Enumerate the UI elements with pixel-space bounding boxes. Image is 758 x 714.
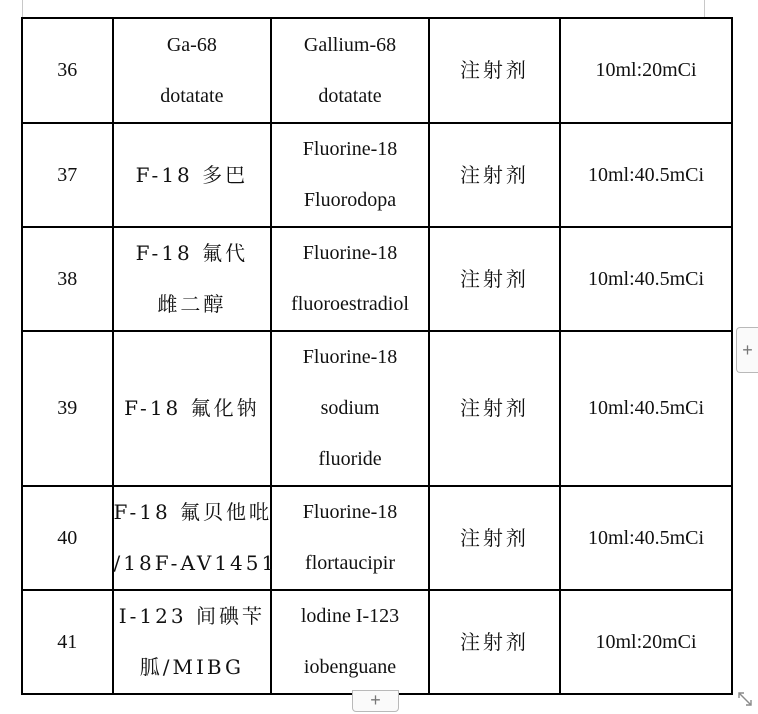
cell-drug-name	[113, 590, 272, 694]
cell-number: 40	[22, 486, 113, 590]
cell-text: dotatate	[318, 84, 382, 107]
cell-english-name	[271, 331, 429, 486]
cell-text: 胍/MIBG	[139, 655, 244, 679]
add-row-button[interactable]	[352, 690, 399, 712]
cell-text: fluoroestradiol	[291, 293, 409, 315]
cell-english-name	[271, 227, 429, 331]
cell-text: lodine I-123	[300, 605, 400, 627]
cell-text: Gallium-68	[303, 33, 397, 56]
cell-english-name	[271, 18, 429, 123]
plus-icon: +	[370, 690, 381, 710]
cell-number: 37	[22, 123, 113, 227]
cell-text: 雌二醇	[157, 292, 227, 316]
cell-specification: 10ml:20mCi	[560, 590, 732, 694]
cell-english-name	[271, 486, 429, 590]
cell-dosage-form: 注射剂	[429, 590, 560, 694]
cell-text: F-18 多巴	[135, 162, 249, 187]
cell-text: fluoride	[318, 448, 382, 470]
table-row	[22, 18, 732, 123]
table-row	[22, 590, 732, 694]
cell-text: flortaucipir	[305, 552, 395, 574]
cell-drug-name	[113, 18, 272, 123]
cell-number: 39	[22, 331, 113, 486]
table-row	[22, 486, 732, 590]
cell-text: sodium	[320, 397, 380, 419]
table-row	[22, 123, 732, 227]
cell-text: Fluorodopa	[303, 189, 397, 211]
cell-english-name	[271, 590, 429, 694]
cell-dosage-form: 注射剂	[429, 331, 560, 486]
cell-dosage-form: 注射剂	[429, 227, 560, 331]
cell-english-name	[271, 123, 429, 227]
cell-text: iobenguane	[303, 656, 397, 678]
cell-text: F-18 氟化钠	[124, 396, 260, 420]
resize-diagonal-icon	[734, 688, 756, 710]
cell-specification: 10ml:40.5mCi	[560, 486, 732, 590]
cell-text: F-18 氟代	[135, 241, 249, 265]
add-column-button[interactable]	[736, 327, 758, 373]
cell-text: dotatate	[160, 84, 224, 107]
cell-text: Ga-68	[166, 33, 217, 56]
cell-dosage-form: 注射剂	[429, 18, 560, 123]
page-edge-left	[22, 0, 23, 17]
cell-text: F-18 氟贝他吡	[113, 500, 273, 524]
drug-table	[21, 17, 733, 695]
cell-drug-name	[113, 123, 272, 227]
cell-dosage-form: 注射剂	[429, 123, 560, 227]
cell-text: Fluorine-18	[302, 242, 398, 264]
page-edge-right	[704, 0, 705, 17]
cell-specification: 10ml:20mCi	[560, 18, 732, 123]
table-row	[22, 227, 732, 331]
cell-specification: 10ml:40.5mCi	[560, 331, 732, 486]
cell-text: I-123 间碘苄	[118, 604, 265, 628]
cell-specification: 10ml:40.5mCi	[560, 227, 732, 331]
cell-drug-name	[113, 486, 278, 590]
plus-icon: +	[742, 340, 753, 360]
cell-specification: 10ml:40.5mCi	[560, 123, 732, 227]
cell-text: Fluorine-18	[302, 501, 398, 523]
cell-text: Fluorine-18	[302, 138, 398, 160]
cell-drug-name	[113, 227, 272, 331]
table-row	[22, 331, 732, 486]
cell-text: /18F-AV1451	[113, 551, 278, 575]
table-resize-handle[interactable]	[734, 688, 756, 710]
cell-dosage-form: 注射剂	[429, 486, 560, 590]
cell-number: 36	[22, 18, 113, 123]
cell-number: 41	[22, 590, 113, 694]
cell-number: 38	[22, 227, 113, 331]
cell-drug-name	[113, 331, 272, 486]
cell-text: Fluorine-18	[302, 346, 398, 368]
